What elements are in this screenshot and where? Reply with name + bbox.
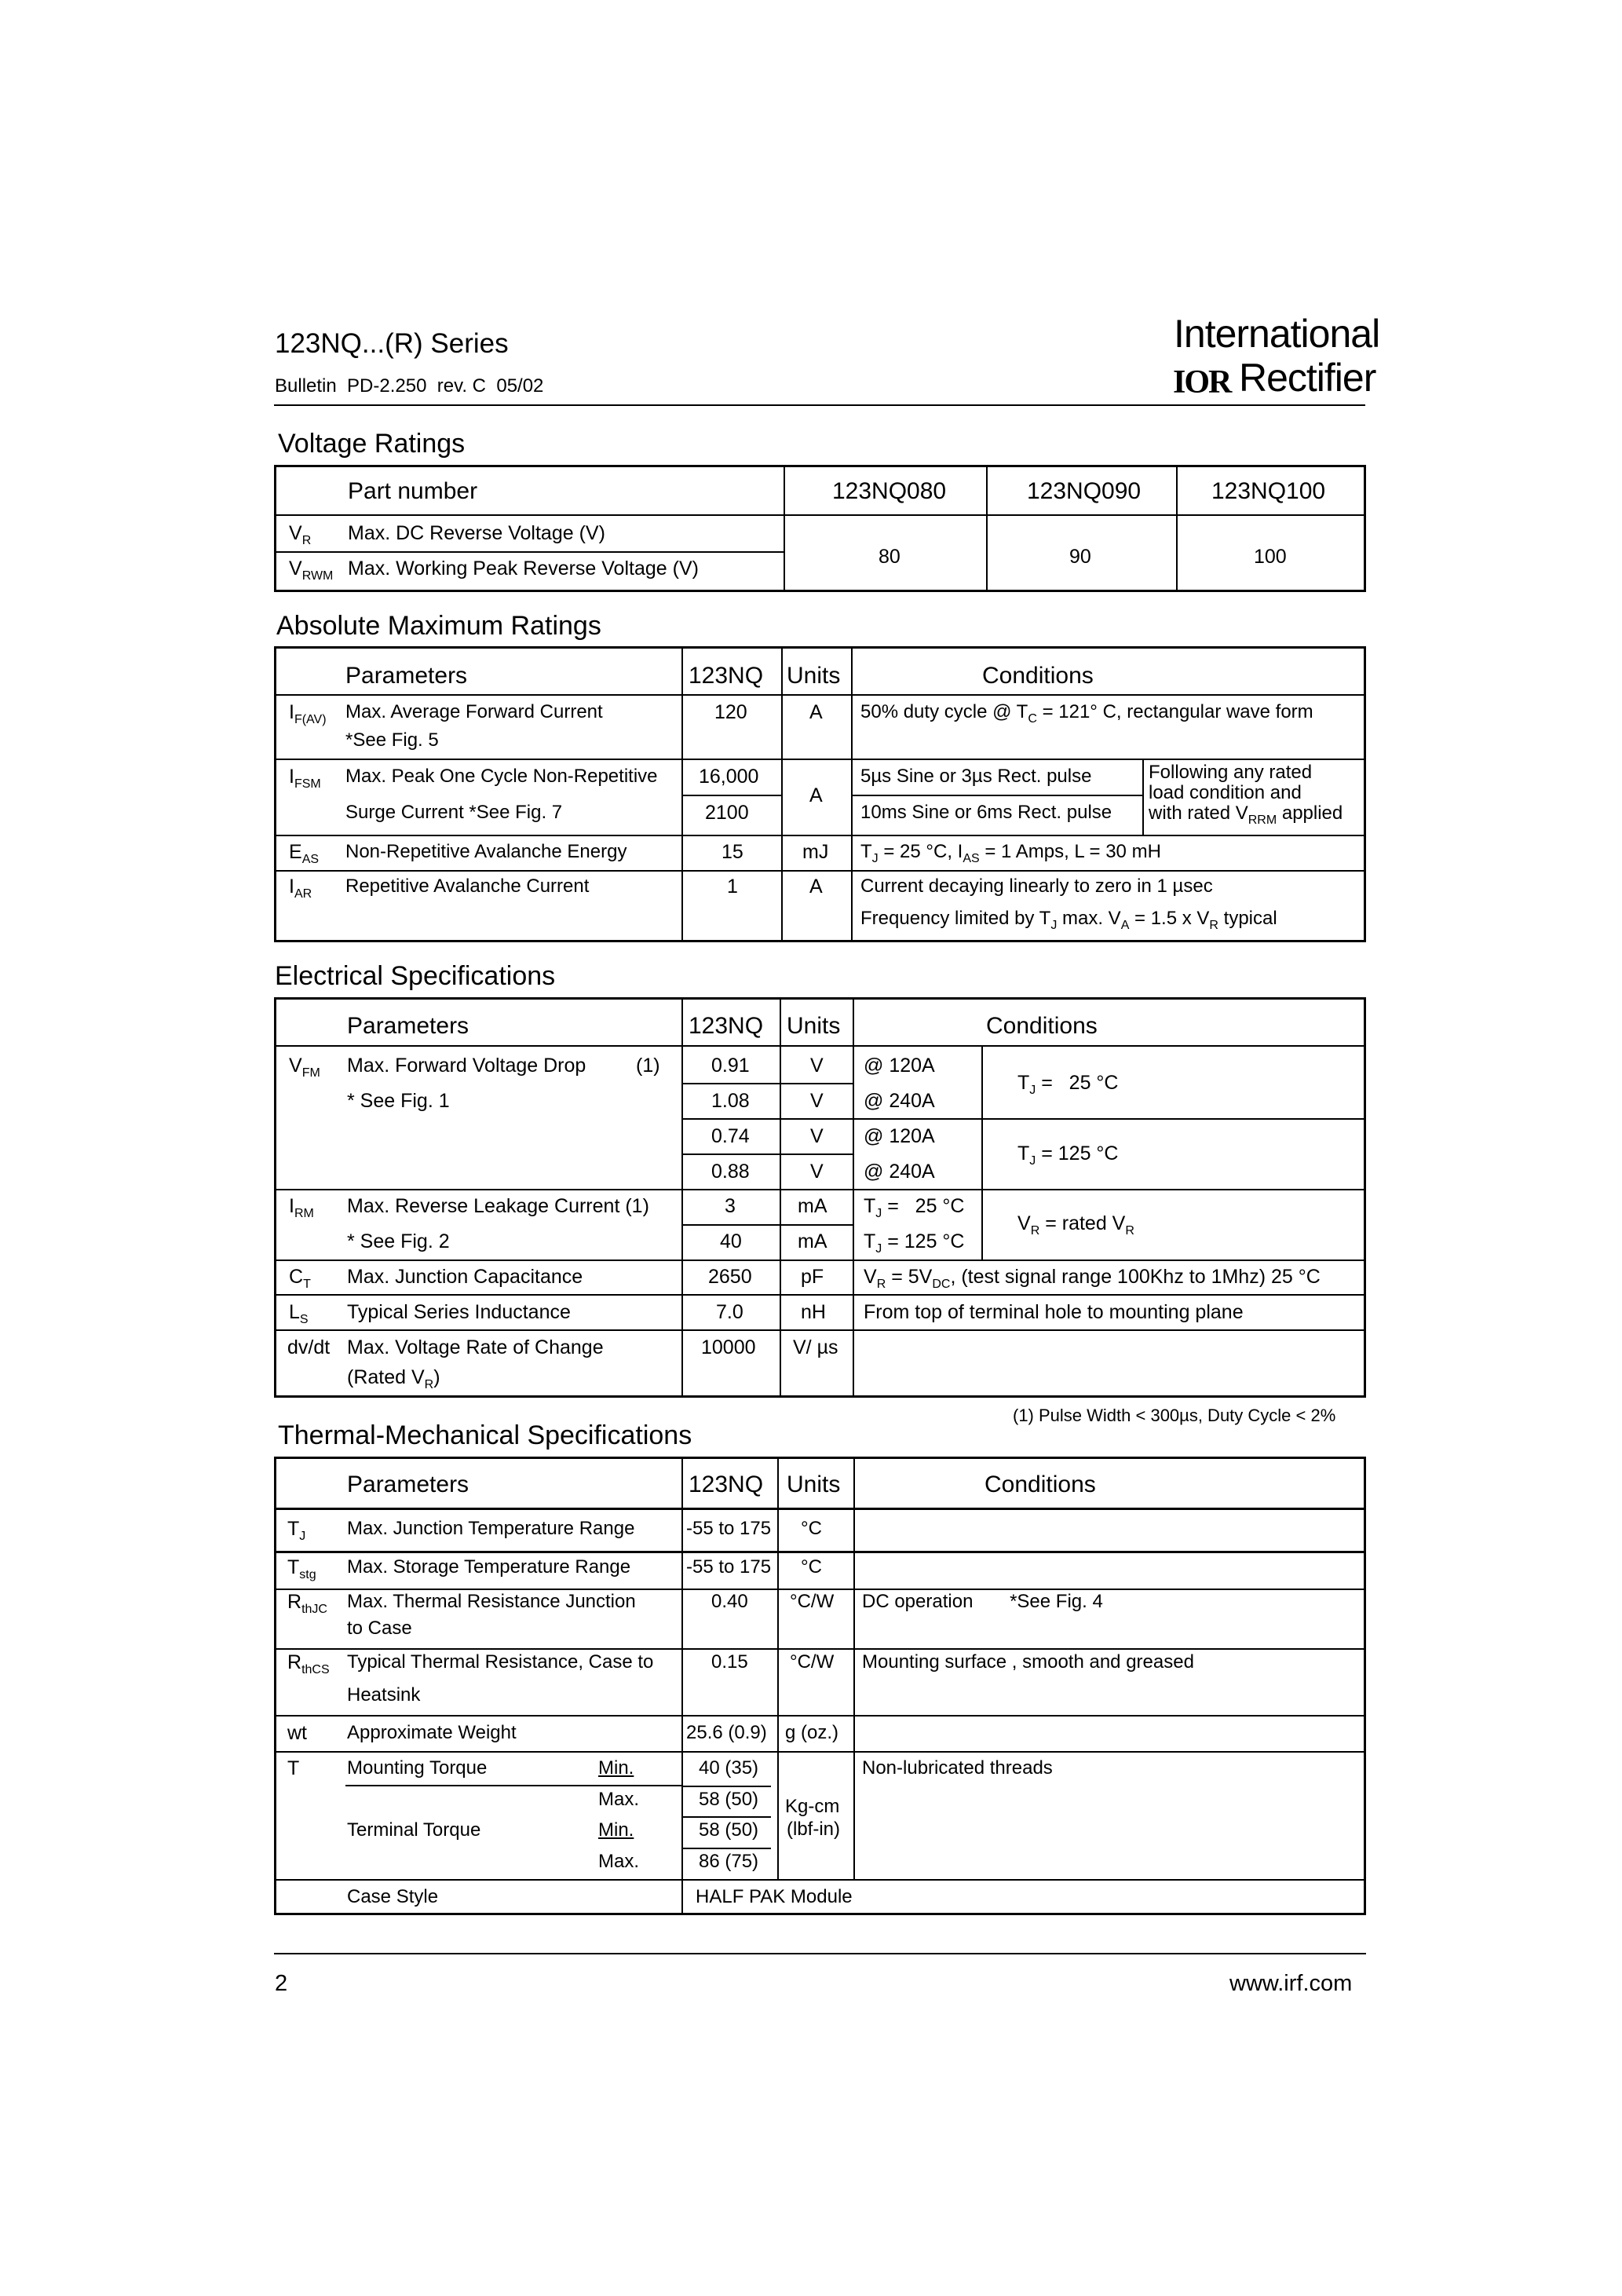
rthjc-desc2: to Case — [347, 1618, 412, 1639]
tj-unit: °C — [801, 1518, 822, 1539]
dvdt-rated: (Rated $V_R$) — [347, 1366, 440, 1391]
irm-vr-cond: $V_R$ = rated $V_R$ — [1017, 1212, 1134, 1238]
vfm-value-4: 0.88 — [711, 1161, 750, 1183]
thermal-head-params: Parameters — [347, 1472, 469, 1497]
rthjc-value: 0.40 — [711, 1591, 748, 1612]
ifsm-symbol: $I_{FSM}$ — [289, 766, 321, 791]
vfm-tj-25: $T_J = 25$ °C — [1017, 1072, 1119, 1097]
rthjc-desc: Max. Thermal Resistance Junction — [347, 1591, 636, 1612]
vfm-cond-2: @ 240A — [864, 1090, 935, 1112]
rthcs-symbol: $R_{thCS}$ — [287, 1651, 330, 1676]
thermal-head-units: Units — [787, 1472, 841, 1497]
vfm-value-3: 0.74 — [711, 1125, 750, 1147]
voltage-title: Voltage Ratings — [278, 429, 466, 459]
value-090: 90 — [1069, 546, 1091, 568]
rthcs-desc: Typical Thermal Resistance, Case to — [347, 1651, 654, 1673]
absmax-head-units: Units — [787, 663, 841, 689]
ifav-unit: A — [809, 701, 823, 723]
ls-value: 7.0 — [716, 1301, 743, 1323]
ifsm-value1: 16,000 — [699, 766, 759, 788]
vfm-cond-3: @ 120A — [864, 1125, 935, 1147]
rthjc-unit: °C/W — [790, 1591, 835, 1612]
dvdt-desc: Max. Voltage Rate of Change — [347, 1336, 604, 1358]
part-080: 123NQ080 — [832, 478, 947, 504]
rthcs-value: 0.15 — [711, 1651, 748, 1673]
ifav-symbol: $I_{F(AV)}$ — [289, 701, 327, 726]
absmax-head-series: 123NQ — [689, 663, 764, 689]
elec-head-series: 123NQ — [689, 1013, 764, 1039]
irm-tj-25: $T_J = 25$ °C — [864, 1195, 965, 1220]
ifsm-cond2: 10ms Sine or 6ms Rect. pulse — [860, 802, 1112, 823]
irm-unit-2: mA — [798, 1230, 827, 1252]
irm-desc: Max. Reverse Leakage Current (1) — [347, 1195, 649, 1217]
rthjc-cond: DC operation *See Fig. 4 — [862, 1591, 1103, 1612]
part-100: 123NQ100 — [1211, 478, 1326, 504]
bulletin-text: Bulletin PD-2.250 rev. C 05/02 — [275, 375, 544, 397]
rthcs-cond: Mounting surface , smooth and greased — [862, 1651, 1194, 1673]
elec-head-params: Parameters — [347, 1013, 469, 1039]
tstg-value: -55 to 175 — [686, 1556, 772, 1578]
vfm-unit-3: V — [810, 1125, 824, 1147]
footer-url: www.irf.com — [1229, 1971, 1353, 1996]
dvdt-symbol: dv/dt — [287, 1336, 331, 1358]
ifsm-desc2: Surge Current *See Fig. 7 — [345, 802, 563, 823]
part-090: 123NQ090 — [1027, 478, 1142, 504]
mount-min-label: Min. — [598, 1757, 634, 1779]
eas-cond: $T_J = 25$ °C, $I_{AS} = 1$ Amps, L = 30 mH — [860, 841, 1161, 865]
ls-cond: From top of terminal hole to mounting plane — [864, 1301, 1244, 1323]
wt-value: 25.6 (0.9) — [686, 1722, 767, 1743]
value-100: 100 — [1254, 546, 1287, 568]
iar-symbol: $I_{AR}$ — [289, 876, 312, 901]
ct-unit: pF — [801, 1266, 824, 1288]
ifsm-side2: load condition and — [1149, 782, 1302, 803]
tj-desc: Max. Junction Temperature Range — [347, 1518, 635, 1539]
iar-unit: A — [809, 876, 823, 898]
footer-rule — [274, 1953, 1366, 1954]
rthcs-desc2: Heatsink — [347, 1684, 421, 1706]
logo-ior-mark: IOR — [1173, 364, 1231, 400]
rthjc-symbol: $R_{thJC}$ — [287, 1591, 327, 1616]
elec-title: Electrical Specifications — [275, 961, 556, 991]
ifav-fig: *See Fig. 5 — [345, 729, 439, 751]
ls-unit: nH — [801, 1301, 826, 1323]
vfm-fig: * See Fig. 1 — [347, 1090, 450, 1112]
tstg-symbol: $T_{stg}$ — [287, 1556, 316, 1581]
vrwm-desc: Max. Working Peak Reverse Voltage (V) — [348, 558, 699, 579]
torque-unit-lbfin: (lbf-in) — [787, 1819, 841, 1840]
ifsm-value2: 2100 — [705, 802, 749, 824]
ct-desc: Max. Junction Capacitance — [347, 1266, 583, 1288]
vfm-tj-125: $T_J = 125$ °C — [1017, 1143, 1119, 1168]
torque-value-1: 40 (35) — [699, 1757, 759, 1779]
torque-unit-kgcm: Kg-cm — [785, 1796, 840, 1817]
vfm-cond-4: @ 240A — [864, 1161, 935, 1183]
iar-cond1: Current decaying linearly to zero in 1 µsec — [860, 876, 1213, 897]
irm-tj-125: $T_J = 125$ °C — [864, 1230, 965, 1256]
absmax-title: Absolute Maximum Ratings — [276, 611, 601, 641]
iar-value: 1 — [727, 876, 738, 898]
vrwm-symbol: $V_{RWM}$ — [289, 558, 334, 583]
elec-head-units: Units — [787, 1013, 841, 1039]
ct-cond: $V_R = 5V_{DC}$, (test signal range 100Khz to 1Mhz) 25 °C — [864, 1266, 1321, 1291]
irm-unit-1: mA — [798, 1195, 827, 1217]
torque-cond: Non-lubricated threads — [862, 1757, 1053, 1779]
irm-fig: * See Fig. 2 — [347, 1230, 450, 1252]
iar-desc: Repetitive Avalanche Current — [345, 876, 590, 897]
part-number-label: Part number — [348, 478, 478, 504]
tstg-desc: Max. Storage Temperature Range — [347, 1556, 631, 1578]
eas-desc: Non-Repetitive Avalanche Energy — [345, 841, 627, 862]
terminal-torque-label: Terminal Torque — [347, 1819, 481, 1841]
vr-desc: Max. DC Reverse Voltage (V) — [348, 522, 605, 544]
elec-head-conditions: Conditions — [986, 1013, 1098, 1039]
ifsm-unit: A — [809, 784, 823, 806]
dvdt-unit: V/ µs — [793, 1336, 838, 1358]
eas-symbol: $E_{AS}$ — [289, 841, 320, 866]
term-max-label: Max. — [598, 1851, 640, 1872]
mount-max-label: Max. — [598, 1789, 640, 1810]
wt-unit: g (oz.) — [785, 1722, 839, 1743]
ifsm-side3: with rated $V_{RRM}$ applied — [1149, 803, 1343, 827]
case-style-value: HALF PAK Module — [696, 1886, 853, 1907]
torque-value-3: 58 (50) — [699, 1819, 759, 1841]
irm-symbol: $I_{RM}$ — [289, 1195, 314, 1220]
ls-symbol: $L_S$ — [289, 1301, 309, 1326]
term-min-label: Min. — [598, 1819, 634, 1841]
vr-symbol: $V_R$ — [289, 522, 312, 547]
irm-value-1: 3 — [725, 1195, 736, 1217]
ifsm-cond1: 5µs Sine or 3µs Rect. pulse — [860, 766, 1092, 787]
ifsm-desc: Max. Peak One Cycle Non-Repetitive — [345, 766, 658, 787]
vfm-note: (1) — [636, 1055, 660, 1077]
irm-value-2: 40 — [720, 1230, 742, 1252]
ct-value: 2650 — [708, 1266, 752, 1288]
vfm-symbol: $V_{FM}$ — [289, 1055, 320, 1080]
header-rule — [274, 404, 1365, 406]
torque-value-2: 58 (50) — [699, 1789, 759, 1810]
ls-desc: Typical Series Inductance — [347, 1301, 571, 1323]
torque-symbol: T — [287, 1757, 300, 1779]
vfm-desc: Max. Forward Voltage Drop — [347, 1055, 586, 1077]
case-style-label: Case Style — [347, 1886, 439, 1907]
vfm-value-2: 1.08 — [711, 1090, 750, 1112]
vfm-value-1: 0.91 — [711, 1055, 750, 1077]
thermal-title: Thermal-Mechanical Specifications — [278, 1420, 692, 1450]
tstg-unit: °C — [801, 1556, 822, 1578]
ifsm-side1: Following any rated — [1149, 762, 1313, 783]
thermal-head-series: 123NQ — [689, 1472, 764, 1497]
mounting-torque-label: Mounting Torque — [347, 1757, 488, 1779]
iar-cond2: Frequency limited by $T_J$ max. $V_A = 1.5$ x $V_R$ typical — [860, 908, 1277, 932]
ifav-value: 120 — [714, 701, 747, 723]
vfm-unit-1: V — [810, 1055, 824, 1077]
elec-footnote: (1) Pulse Width < 300µs, Duty Cycle < 2% — [1013, 1406, 1336, 1425]
series-title: 123NQ...(R) Series — [275, 328, 509, 359]
logo-international: International — [1174, 312, 1380, 356]
torque-value-4: 86 (75) — [699, 1851, 759, 1872]
tj-symbol: $T_J$ — [287, 1518, 306, 1543]
vfm-unit-4: V — [810, 1161, 824, 1183]
rthcs-unit: °C/W — [790, 1651, 835, 1673]
tj-value: -55 to 175 — [686, 1518, 772, 1539]
wt-symbol: wt — [287, 1722, 307, 1744]
logo-rectifier: Rectifier — [1239, 356, 1376, 400]
ct-symbol: $C_T$ — [289, 1266, 311, 1291]
vfm-cond-1: @ 120A — [864, 1055, 935, 1077]
value-080: 80 — [879, 546, 901, 568]
absmax-head-conditions: Conditions — [982, 663, 1094, 689]
ifav-cond: 50% duty cycle @ $T_C = 121^\circ$ C, rectangular wave form — [860, 701, 1313, 726]
wt-desc: Approximate Weight — [347, 1722, 517, 1743]
eas-value: 15 — [721, 841, 743, 863]
thermal-head-conditions: Conditions — [985, 1472, 1096, 1497]
eas-unit: mJ — [802, 841, 829, 863]
ifav-desc: Max. Average Forward Current — [345, 701, 603, 722]
dvdt-value: 10000 — [701, 1336, 756, 1358]
page-number: 2 — [275, 1971, 288, 1996]
absmax-head-params: Parameters — [345, 663, 468, 689]
vfm-unit-2: V — [810, 1090, 824, 1112]
